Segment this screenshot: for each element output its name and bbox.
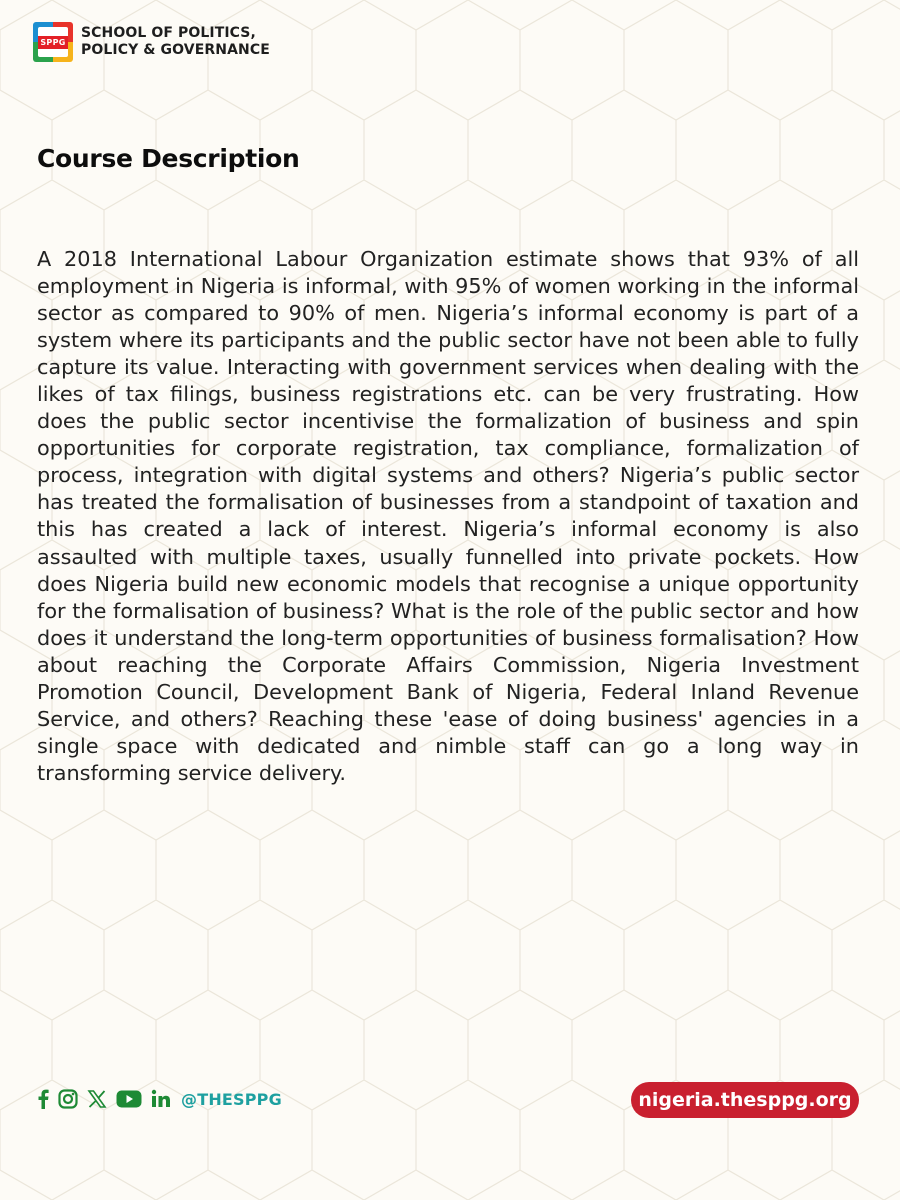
- school-name: [81, 25, 270, 59]
- logo-text: SPPG: [40, 37, 66, 47]
- social-handle[interactable]: @THESPPG: [181, 1089, 282, 1109]
- school-header: [33, 22, 270, 62]
- instagram-icon[interactable]: [58, 1089, 78, 1109]
- course-description-text: A 2018 International Labour Organization estimate shows that 93% of all employment in Nigeria is informal, with 95% of women working in the informal sector as compared to 90% of men. Nigeria’s informal economy is part of a system where its participants and the public sector have not been able to fully capture its value. Interacting with government services when dealing with the likes of tax filings, business registrations etc. can be very frustrating. How does the public sector incentivise the formalization of business and spin opportunities for corporate registration, tax compliance, formalization of process, integration with digital systems and others? Nigeria’s public sector has treated the formalisation of businesses from a standpoint of taxation and this has created a lack of interest. Nigeria’s informal economy is also assaulted with multiple taxes, usually funnelled into private pockets. How does Nigeria build new economic models that recognise a unique opportunity for the formalisation of business? What is the role of the public sector and how does it understand the long-term opportunities of business formalisation? How about reaching the Corporate Affairs Commission, Nigeria Investment Promotion Council, Development Bank of Nigeria, Federal Inland Revenue Service, and others? Reaching these 'ease of doing business' agencies in a single space with dedicated and nimble staff can go a long way in transforming service delivery.: [37, 247, 859, 785]
- facebook-icon[interactable]: [37, 1089, 49, 1109]
- sppg-logo: [33, 22, 73, 62]
- linkedin-icon[interactable]: [151, 1089, 171, 1109]
- social-links: [37, 1089, 282, 1109]
- school-name-line2: POLICY & GOVERNANCE: [81, 42, 270, 58]
- school-name-line1: SCHOOL OF POLITICS,: [81, 25, 256, 41]
- section-title: Course Description: [37, 144, 300, 173]
- website-link[interactable]: nigeria.thesppg.org: [631, 1082, 859, 1118]
- youtube-icon[interactable]: [116, 1089, 142, 1109]
- x-icon[interactable]: [87, 1089, 107, 1109]
